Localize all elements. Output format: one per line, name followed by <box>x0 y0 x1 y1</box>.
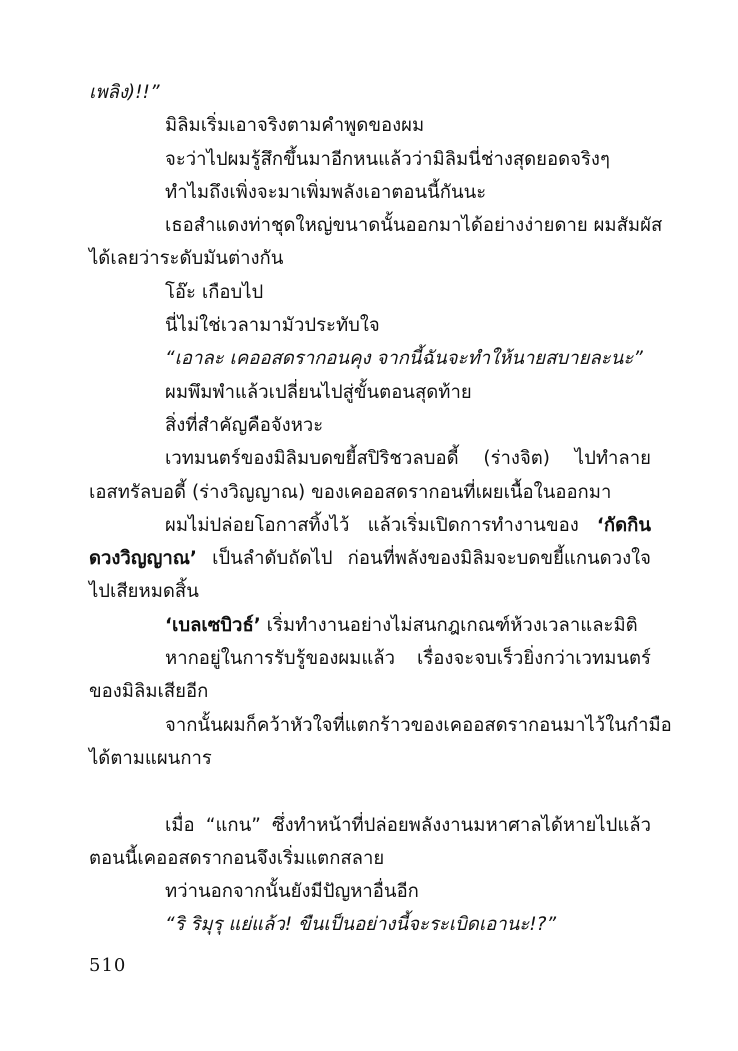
text-line: เมื่อ “แกน” ซึ่งทำหน้าที่ปล่อยพลังงานมหาศาลได้หายไปแล้ว <box>165 814 651 836</box>
text-line: สิ่งที่สำคัญคือจังหวะ <box>165 414 324 436</box>
text-line: เอสทรัลบอดี้ (ร่างวิญญาณ) ของเคออสดรากอนที่เผยเนื้อในออกมา <box>89 481 612 503</box>
page-number: 510 <box>89 955 127 976</box>
text-line: ทำไมถึงเพิ่งจะมาเพิ่มพลังเอาตอนนี้กันนะ <box>165 181 487 203</box>
text-line: ได้เลยว่าระดับมันต่างกัน <box>89 248 284 270</box>
text-line: นี่ไม่ใช่เวลามามัวประทับใจ <box>165 315 380 337</box>
text-line: ไปเสียหมดสิ้น <box>89 581 199 603</box>
text-segment: ผมไม่ปล่อยโอกาสทิ้งไว้ แล้วเริ่มเปิดการทำงานของ <box>165 514 597 536</box>
text-line: มิลิมเริ่มเอาจริงตามคำพูดของผม <box>165 115 425 137</box>
text-line: “ริ ริมุรุ แย่แล้ว! ขืนเป็นอย่างนี้จะระเบิดเอานะ!?” <box>165 914 557 936</box>
text-line: ผมพึมพำแล้วเปลี่ยนไปสู่ขั้นตอนสุดท้าย <box>165 381 472 403</box>
text-line: “เอาละ เคออสดรากอนคุง จากนี้ฉันจะทำให้นายสบายละนะ” <box>165 348 643 370</box>
text-line <box>89 609 651 642</box>
text-line <box>89 542 651 575</box>
bold-term: ดวงวิญญาณ’ <box>89 548 197 570</box>
text-segment: เริ่มทำงานอย่างไม่สนกฎเกณฑ์ห้วงเวลาและมิติ <box>260 614 638 636</box>
text-line: ทว่านอกจากนั้นยังมีปัญหาอื่นอีก <box>165 881 419 903</box>
text-line: ได้ตามแผนการ <box>89 747 212 769</box>
text-line: จากนั้นผมก็คว้าหัวใจที่แตกร้าวของเคออสดรากอนมาไว้ในกำมือ <box>165 714 672 736</box>
text-line: ตอนนี้เคออสดรากอนจึงเริ่มแตกสลาย <box>89 847 385 869</box>
text-line: เธอสำแดงท่าชุดใหญ่ขนาดนั้นออกมาได้อย่างง่ายดาย ผมสัมผัส <box>165 215 663 237</box>
body-text <box>89 76 672 942</box>
text-line: จะว่าไปผมรู้สึกขึ้นมาอีกหนแล้วว่ามิลิมนี่ช่างสุดยอดจริงๆ <box>165 148 610 170</box>
text-line <box>89 509 651 542</box>
text-segment: เป็นลำดับถัดไป ก่อนที่พลังของมิลิมจะบดขยี้แกนดวงใจ <box>196 548 651 570</box>
bold-term: ‘กัดกิน <box>596 514 651 536</box>
blank-line <box>89 775 651 808</box>
bold-term: ‘เบลเซบิวธ์’ <box>165 614 261 636</box>
text-line: เวทมนตร์ของมิลิมบดขยี้สปิริชวลบอดี้ (ร่างจิต) ไปทำลาย <box>165 448 651 470</box>
text-line: โอ๊ะ เกือบไป <box>165 281 264 303</box>
text-line: ของมิลิมเสียอีก <box>89 681 209 703</box>
text-line: หากอยู่ในการรับรู้ของผมแล้ว เรื่องจะจบเร็วยิ่งกว่าเวทมนตร์ <box>165 648 651 670</box>
text-line: เพลิง)!!” <box>89 82 160 103</box>
